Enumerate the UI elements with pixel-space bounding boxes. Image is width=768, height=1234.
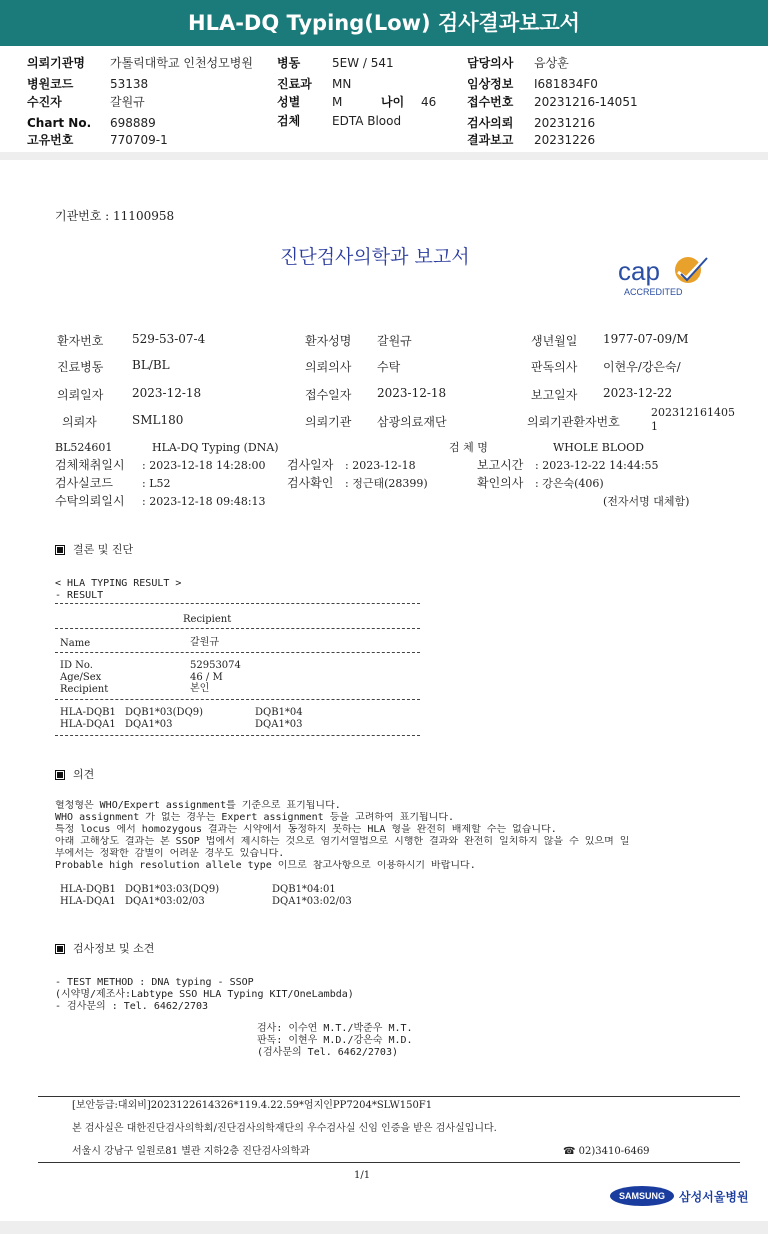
typing-locus: HLA-DQB1 bbox=[60, 707, 116, 718]
field-value: 수탁 bbox=[377, 360, 401, 374]
signer-line: 판독: 이현우 M.D./강은숙 M.D. bbox=[257, 1035, 413, 1046]
field-label: 접수일자 bbox=[305, 388, 352, 402]
specimen-label: 검 체 명 bbox=[449, 441, 488, 454]
cap-accredited: ACCREDITED bbox=[624, 287, 683, 297]
field-label: 진료병동 bbox=[57, 360, 104, 374]
hires-locus: HLA-DQA1 bbox=[60, 896, 116, 907]
esign-note: (전자서명 대체함) bbox=[603, 495, 690, 508]
header-value: 53138 bbox=[110, 77, 149, 91]
security-line: [보안등급:대외비]2023122614326*119.4.22.59*엄지인PP7204*SLW150F1 bbox=[72, 1100, 433, 1111]
result-subheading: - RESULT bbox=[55, 590, 104, 601]
page-bottom-margin bbox=[0, 1221, 768, 1234]
header-label: 병동 bbox=[277, 56, 301, 70]
header-value: MN bbox=[332, 77, 352, 91]
header-value: 770709-1 bbox=[110, 133, 168, 147]
section-conclusion bbox=[55, 541, 133, 557]
field-value: 갈원규 bbox=[377, 334, 412, 348]
hires-allele-2: DQA1*03:02/03 bbox=[272, 896, 352, 907]
header-label: Chart No. bbox=[27, 116, 92, 130]
cap-logo-text: cap bbox=[618, 256, 660, 286]
field-value: BL/BL bbox=[132, 358, 170, 372]
header-value: 20231216 bbox=[534, 116, 596, 130]
header-label: 성별 bbox=[277, 95, 301, 109]
section-square-icon bbox=[55, 545, 65, 555]
section-title: 검사정보 및 소견 bbox=[73, 942, 155, 955]
opinion-line: 아래 고해상도 결과는 본 SSOP 법에서 제시하는 것으로 염기서열법으로 시행한 결과와 완전히 일치하지 않을 수 있으며 일 bbox=[55, 836, 630, 847]
header-label: 고유번호 bbox=[27, 133, 74, 147]
report-header bbox=[0, 48, 768, 152]
opinion-line: WHO assignment 가 없는 경우는 Expert assignment 등을 고려하여 표기됩니다. bbox=[55, 812, 455, 823]
contract-label: 수탁의뢰일시 bbox=[55, 494, 125, 508]
section-opinion bbox=[55, 766, 94, 782]
report-title: HLA-DQ Typing(Low) 검사결과보고서 bbox=[0, 0, 768, 46]
method-line: (시약명/제조사:Labtype SSO HLA Typing KIT/OneLambda) bbox=[55, 989, 354, 1000]
field-value: SML180 bbox=[132, 413, 184, 427]
collect-value: : 2023-12-18 14:28:00 bbox=[142, 459, 266, 472]
name-value: 갈원규 bbox=[190, 637, 219, 648]
header-label: 나이 bbox=[381, 95, 405, 109]
field-value: 2023-12-22 bbox=[603, 386, 673, 400]
typing-allele-2: DQA1*03 bbox=[255, 719, 303, 730]
test-code: BL524601 bbox=[55, 441, 113, 454]
section-test-info bbox=[55, 940, 154, 956]
header-label: 의뢰기관명 bbox=[27, 56, 85, 70]
header-label: 담당의사 bbox=[467, 56, 514, 70]
field-label: 의뢰의사 bbox=[305, 360, 352, 374]
method-line: - TEST METHOD : DNA typing - SSOP bbox=[55, 977, 254, 988]
header-label: 검체 bbox=[277, 114, 301, 128]
field-label: 의뢰일자 bbox=[57, 388, 104, 402]
recipient-label: Recipient bbox=[60, 684, 109, 695]
typing-locus: HLA-DQA1 bbox=[60, 719, 116, 730]
header-divider bbox=[0, 152, 768, 160]
reporttime-value: : 2023-12-22 14:44:55 bbox=[535, 459, 659, 472]
signer-line: 검사: 이수연 M.T./박준우 M.T. bbox=[257, 1023, 413, 1034]
table-rule bbox=[55, 628, 420, 629]
header-value: M bbox=[332, 95, 343, 109]
confirm-value: : 정근태(28399) bbox=[345, 477, 428, 490]
typing-allele-1: DQB1*03(DQ9) bbox=[125, 707, 204, 718]
header-value: 698889 bbox=[110, 116, 156, 130]
table-rule bbox=[55, 652, 420, 653]
id-value: 52953074 bbox=[190, 660, 241, 671]
agesex-value: 46 / M bbox=[190, 672, 223, 683]
footer-rule bbox=[38, 1162, 740, 1163]
field-label: 환자번호 bbox=[57, 334, 104, 348]
hires-allele-1: DQB1*03:03(DQ9) bbox=[125, 884, 220, 895]
table-rule bbox=[55, 603, 420, 604]
header-label: 수진자 bbox=[27, 95, 62, 109]
testdate-label: 검사일자 bbox=[287, 458, 334, 472]
header-label: 임상정보 bbox=[467, 77, 514, 91]
field-value: 2023-12-18 bbox=[377, 386, 447, 400]
test-name: HLA-DQ Typing (DNA) bbox=[152, 441, 279, 454]
confirm-label: 검사확인 bbox=[287, 476, 334, 490]
opinion-line: 특정 locus 에서 homozygous 결과는 시약에서 동정하지 못하는 HLA 형을 완전히 배제할 수는 없습니다. bbox=[55, 824, 557, 835]
section-title: 결론 및 진단 bbox=[73, 543, 134, 556]
reporttime-label: 보고시간 bbox=[477, 458, 524, 472]
institution-number: 기관번호 : 11100958 bbox=[55, 209, 175, 223]
signer-line: (검사문의 Tel. 6462/2703) bbox=[257, 1047, 398, 1058]
table-rule bbox=[55, 735, 420, 736]
field-label: 보고일자 bbox=[531, 388, 578, 402]
typing-allele-1: DQA1*03 bbox=[125, 719, 173, 730]
opinion-line: 부에서는 정확한 감별이 어려운 경우도 있습니다. bbox=[55, 848, 285, 859]
report-heading: 진단검사의학과 보고서 bbox=[280, 246, 470, 268]
typing-allele-2: DQB1*04 bbox=[255, 707, 303, 718]
header-label: 검사의뢰 bbox=[467, 116, 514, 130]
field-value: 202312161405 1 bbox=[651, 406, 735, 433]
field-value: 삼광의료재단 bbox=[377, 415, 447, 429]
confirmdoc-label: 확인의사 bbox=[477, 476, 524, 490]
header-value: 46 bbox=[421, 95, 437, 109]
section-square-icon bbox=[55, 770, 65, 780]
agesex-label: Age/Sex bbox=[60, 672, 102, 683]
section-title: 의견 bbox=[73, 768, 95, 781]
header-value: 가톨릭대학교 인천성모병원 bbox=[110, 56, 253, 70]
opinion-line: 혈청형은 WHO/Expert assignment를 기준으로 표기됩니다. bbox=[55, 800, 341, 811]
section-square-icon bbox=[55, 944, 65, 954]
name-label: Name bbox=[60, 638, 91, 649]
hires-allele-2: DQB1*04:01 bbox=[272, 884, 336, 895]
header-value: 20231226 bbox=[534, 133, 596, 147]
testdate-value: : 2023-12-18 bbox=[345, 459, 416, 472]
field-label: 생년월일 bbox=[531, 334, 578, 348]
header-value: 5EW / 541 bbox=[332, 56, 394, 70]
field-value: 1977-07-09/M bbox=[603, 332, 689, 346]
id-label: ID No. bbox=[60, 660, 93, 671]
header-label: 결과보고 bbox=[467, 133, 514, 147]
field-label: 의뢰기관환자번호 bbox=[527, 415, 620, 429]
address-line: 서울시 강남구 일원로81 별관 지하2층 진단검사의학과 bbox=[72, 1146, 310, 1157]
header-value: I681834F0 bbox=[534, 77, 598, 91]
header-label: 진료과 bbox=[277, 77, 312, 91]
header-value: 음상훈 bbox=[534, 56, 569, 70]
header-value: 20231216-14051 bbox=[534, 95, 638, 109]
labcode-value: : L52 bbox=[142, 477, 171, 490]
opinion-line: Probable high resolution allele type 이므로 참고사항으로 이용하시기 바랍니다. bbox=[55, 860, 476, 871]
opinion-text bbox=[55, 800, 735, 872]
labcode-label: 검사실코드 bbox=[55, 476, 113, 490]
collect-label: 검체채취일시 bbox=[55, 458, 125, 472]
header-label: 병원코드 bbox=[27, 77, 74, 91]
hires-locus: HLA-DQB1 bbox=[60, 884, 116, 895]
result-heading: < HLA TYPING RESULT > bbox=[55, 578, 182, 589]
field-label: 의뢰기관 bbox=[305, 415, 352, 429]
field-label: 환자성명 bbox=[305, 334, 352, 348]
header-value: EDTA Blood bbox=[332, 114, 402, 128]
method-line: - 검사문의 : Tel. 6462/2703 bbox=[55, 1001, 209, 1012]
recipient-value: 본인 bbox=[190, 683, 210, 694]
contract-value: : 2023-12-18 09:48:13 bbox=[142, 495, 266, 508]
certification-line: 본 검사실은 대한진단검사의학회/진단검사의학재단의 우수검사실 신임 인증을 받은 검사실입니다. bbox=[72, 1123, 497, 1134]
specimen-value: WHOLE BLOOD bbox=[553, 441, 644, 454]
field-label: 판독의사 bbox=[531, 360, 578, 374]
samsung-logo: SAMSUNG bbox=[610, 1186, 674, 1206]
field-value: 2023-12-18 bbox=[132, 386, 202, 400]
header-value: 갈원규 bbox=[110, 95, 145, 109]
footer-rule bbox=[38, 1096, 740, 1097]
field-label: 의뢰자 bbox=[62, 415, 97, 429]
phone-line: ☎ 02)3410-6469 bbox=[563, 1146, 650, 1157]
table-rule bbox=[55, 699, 420, 700]
samsung-hospital-logo bbox=[610, 1184, 749, 1210]
field-value: 529-53-07-4 bbox=[132, 332, 206, 346]
hires-allele-1: DQA1*03:02/03 bbox=[125, 896, 205, 907]
hospital-name: 삼성서울병원 bbox=[679, 1190, 749, 1204]
header-label: 접수번호 bbox=[467, 95, 514, 109]
field-value: 이현우/강은숙/ bbox=[603, 360, 681, 374]
cap-logo bbox=[615, 254, 715, 300]
confirmdoc-value: : 강은숙(406) bbox=[535, 477, 604, 490]
page-number: 1/1 bbox=[354, 1170, 371, 1181]
recipient-column: Recipient bbox=[183, 614, 232, 625]
